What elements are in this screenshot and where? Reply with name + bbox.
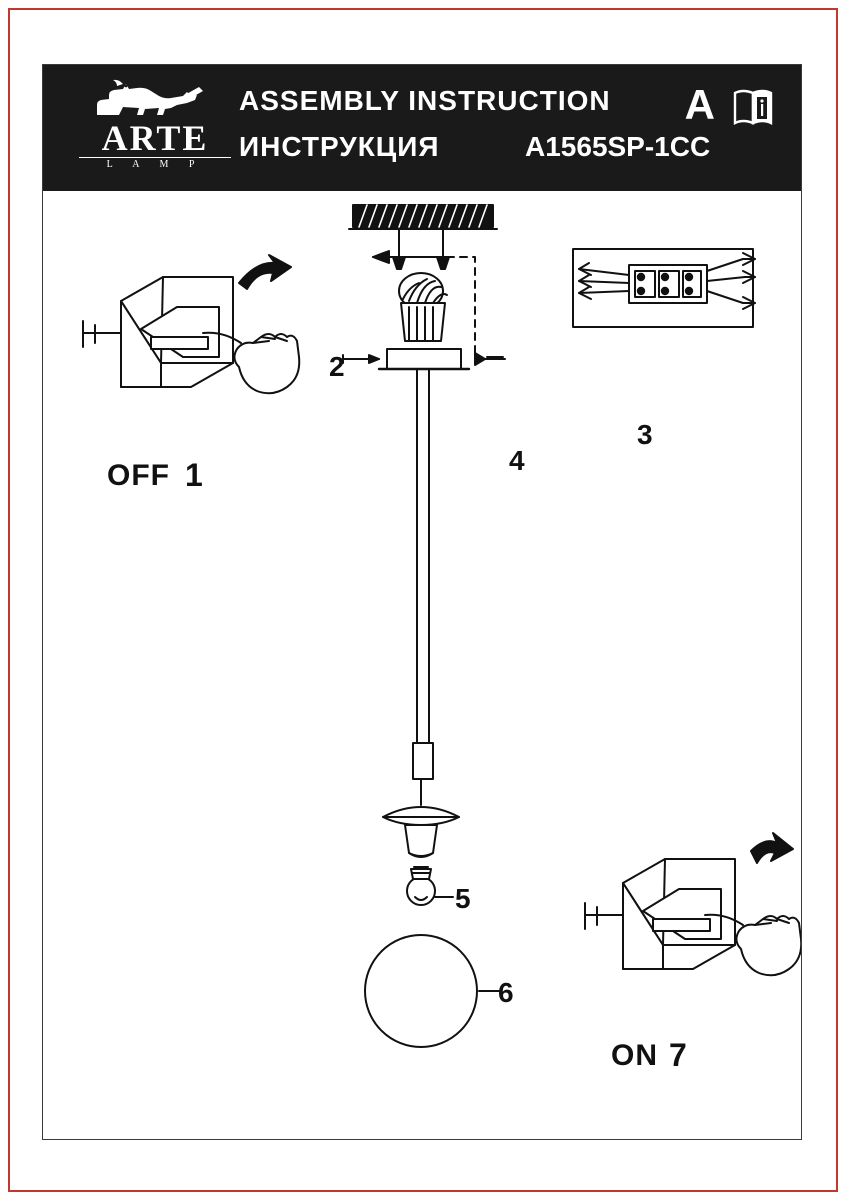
step-4-label: 4 [509, 445, 525, 476]
brand-block [65, 71, 245, 187]
title-english: ASSEMBLY INSTRUCTION [239, 85, 611, 116]
step-2-label: 2 [329, 351, 345, 382]
glass-globe-shade-figure [365, 935, 499, 1047]
step-5-label: 5 [455, 883, 471, 914]
header-bar [43, 65, 801, 191]
wall-switch-hand-on-figure [585, 833, 801, 975]
step-6-label: 6 [498, 977, 514, 1008]
pendant-rod-figure [413, 369, 433, 805]
brand-subtitle: L A M P [106, 159, 204, 170]
lamp-holder-figure [383, 807, 459, 857]
step-7-label: 7 [669, 1037, 687, 1073]
light-bulb-figure [407, 867, 453, 905]
wall-switch-hand-off-figure [83, 255, 299, 393]
step-3-label: 3 [637, 419, 653, 450]
griffin-logo-icon [79, 75, 209, 121]
model-code: A1565SP-1CC [525, 131, 711, 162]
instruction-sheet [42, 64, 802, 1140]
step-1-label: 1 [185, 457, 203, 493]
sheet-letter: A [684, 81, 715, 128]
terminal-block-figure [573, 249, 755, 327]
switch-on-label: ON [611, 1039, 658, 1072]
brand-name: ARTE [101, 118, 209, 158]
canopy-wiring-figure [343, 273, 505, 369]
switch-off-label: OFF [107, 459, 170, 492]
title-russian: ИНСТРУКЦИЯ [239, 131, 440, 162]
diagram-canvas [43, 191, 801, 1139]
manual-booklet-icon [733, 85, 779, 131]
